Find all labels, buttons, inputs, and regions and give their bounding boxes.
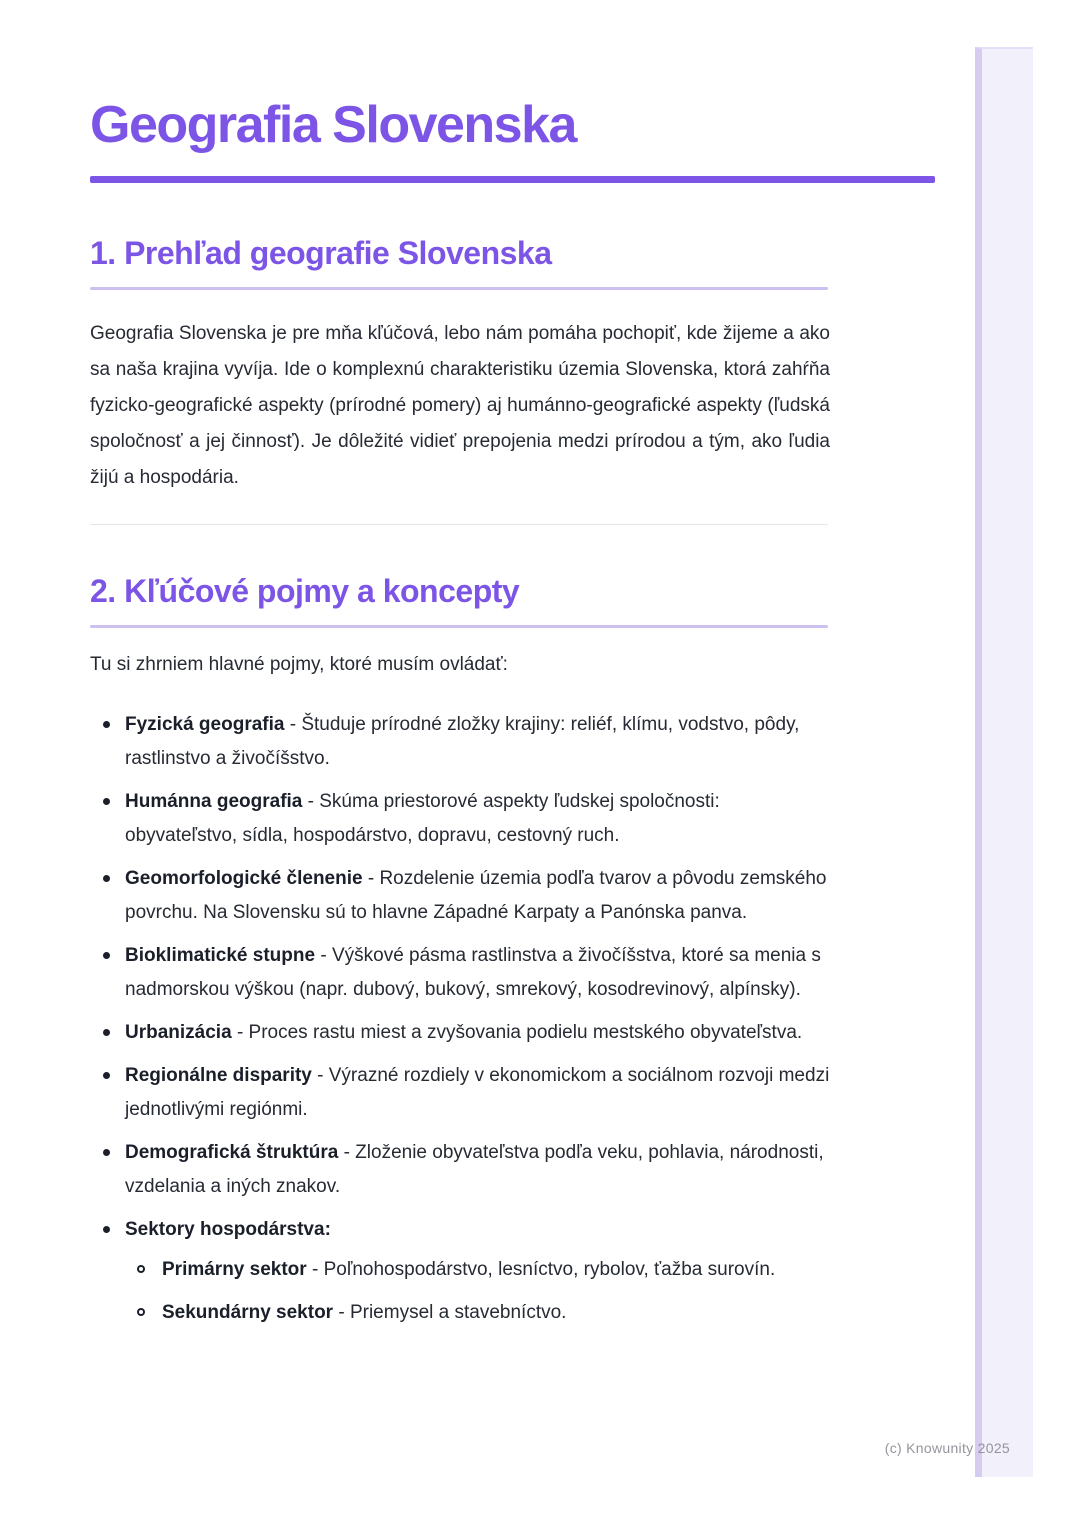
bullet-icon [103, 1226, 110, 1233]
list-item [90, 1016, 830, 1050]
concept-desc: - Proces rastu miest a zvyšovania podielu mestského obyvateľstva. [236, 1022, 803, 1043]
list-item [90, 708, 830, 776]
concept-term: Regionálne disparity [125, 1065, 312, 1086]
bullet-icon [103, 1149, 110, 1156]
section-concepts [90, 571, 945, 1330]
list-item [90, 939, 830, 1007]
concept-term: Humánna geografia [125, 791, 303, 812]
section-divider [90, 524, 828, 525]
title-divider [90, 176, 935, 183]
section-1-heading: 1. Prehľad geografie Slovenska [90, 235, 552, 271]
list-item [90, 785, 830, 853]
concepts-intro: Tu si zhrniem hlavné pojmy, ktoré musím ovládať: [90, 654, 508, 675]
overview-paragraph: Geografia Slovenska je pre mňa kľúčová, lebo nám pomáha pochopiť, kde žijeme a ako sa naša krajina vyvíja. Ide o komplexnú charakteristiku územia Slovenska, ktorá zahŕňa fyzicko-geografické aspekty (prírodné pomery) aj humánno-geografické aspekty (ľudská spoločnosť a jej činnosť). Je dôležité vidieť prepojenia medzi prírodou a tým, ako ľudia žijú a hospodária. [90, 323, 830, 488]
list-item [90, 1059, 830, 1127]
circle-bullet-icon [137, 1308, 145, 1316]
concepts-list [90, 708, 830, 1330]
sector-sublist [125, 1253, 830, 1330]
concept-desc: - Poľnohospodárstvo, lesníctvo, rybolov, ťažba surovín. [311, 1259, 776, 1280]
concept-desc: - Výškové pásma rastlinstva a živočíšstva, ktoré sa menia s nadmorskou výškou (napr. dubový, bukový, smrekový, kosodrevinový, alpínsky). [125, 945, 821, 1000]
list-item [90, 1136, 830, 1204]
page-title: Geografia Slovenska [90, 96, 576, 154]
concept-term: Urbanizácia [125, 1022, 232, 1043]
bullet-icon [103, 1029, 110, 1036]
concept-term: Bioklimatické stupne [125, 945, 316, 966]
bullet-icon [103, 952, 110, 959]
concept-term: Sektory hospodárstva: [125, 1219, 331, 1240]
circle-bullet-icon [137, 1265, 145, 1273]
concept-desc: - Študuje prírodné zložky krajiny: reliéf, klímu, vodstvo, pôdy, rastlinstvo a živočíšstvo. [125, 714, 800, 769]
bullet-icon [103, 875, 110, 882]
section-2-underline [90, 625, 828, 628]
bullet-icon [103, 721, 110, 728]
concept-term: Sekundárny sektor [162, 1302, 334, 1323]
list-item [90, 862, 830, 930]
page-edge-strip [975, 47, 1033, 1477]
concept-desc: - Skúma priestorové aspekty ľudskej spoločnosti: obyvateľstvo, sídla, hospodárstvo, dopravu, cestovný ruch. [125, 791, 720, 846]
concept-term: Geomorfologické členenie [125, 868, 363, 889]
concept-term: Fyzická geografia [125, 714, 285, 735]
section-2-heading: 2. Kľúčové pojmy a koncepty [90, 573, 520, 609]
list-item [90, 1213, 830, 1330]
concept-desc: - Rozdelenie územia podľa tvarov a pôvodu zemského povrchu. Na Slovensku sú to hlavne Západné Karpaty a Panónska panva. [125, 868, 827, 923]
bullet-icon [103, 1072, 110, 1079]
section-1-underline [90, 287, 828, 290]
sub-list-item [125, 1253, 830, 1287]
concept-desc: - Zloženie obyvateľstva podľa veku, pohlavia, národnosti, vzdelania a iných znakov. [125, 1142, 824, 1197]
concept-desc: - Priemysel a stavebníctvo. [338, 1302, 567, 1323]
concept-term: Demografická štruktúra [125, 1142, 339, 1163]
sub-list-item [125, 1296, 830, 1330]
concept-term: Primárny sektor [162, 1259, 307, 1280]
copyright-watermark: (c) Knowunity 2025 [884, 1440, 1010, 1456]
concept-desc: - Výrazné rozdiely v ekonomickom a sociálnom rozvoji medzi jednotlivými regiónmi. [125, 1065, 830, 1120]
bullet-icon [103, 798, 110, 805]
section-overview [90, 233, 945, 496]
